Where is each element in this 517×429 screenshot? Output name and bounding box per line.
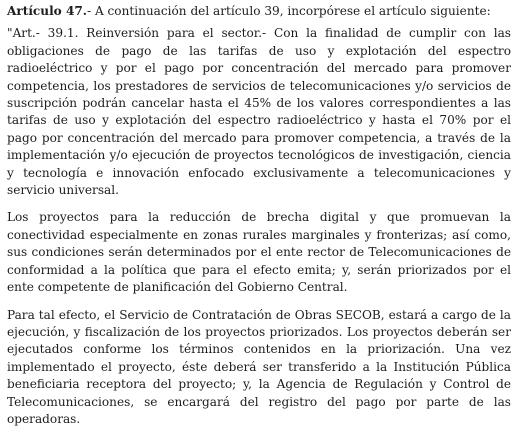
article-heading-text: - A continuación del artículo 39, incorpórese el artículo siguiente: (87, 4, 491, 18)
article-number: Artículo 47. (7, 4, 88, 18)
paragraph-ejecucion: Para tal efecto, el Servicio de Contratación de Obras SECOB, estará a cargo de la ejecución, y fiscalización de los proyectos priorizados. Los proyectos deberán ser ejecutados conforme los términos contenidos en la priorización. Una vez implementado el proyecto, éste deberá ser transferido a la Institución Pública beneficiaria receptora del proyecto; y, la Agencia de Regulación y Control de Telecomunicaciones, se encargará del registro del pago por parte de las operadoras. (7, 307, 511, 426)
article-heading (7, 3, 511, 20)
paragraph-reinversion: "Art.- 39.1. Reinversión para el sector.- Con la finalidad de cumplir con las obligaciones de pago de las tarifas de uso y explotación del espectro radioeléctrico y por el pago por concentración del mercado para promover competencia, los prestadores de servicios de telecomunicaciones y/o servicios de suscripción podrán cancelar hasta el 45% de los valores correspondientes a las tarifas de uso y explotación del espectro radioeléctrico y hasta el 70% por el pago por concentración del mercado para promover competencia, a través de la implementación y/o ejecución de proyectos tecnológicos de investigación, ciencia y tecnología e innovación enfocado exclusivamente a telecomunicaciones y servicio universal. (7, 26, 511, 198)
paragraph-proyectos: Los proyectos para la reducción de brecha digital y que promuevan la conectividad especialmente en zonas rurales marginales y fronterizas; así como, sus condiciones serán determinados por el ente rector de Telecomunicaciones de conformidad a la política que para el efecto emita; y, serán priorizados por el ente competente de planificación del Gobierno Central. (7, 210, 511, 295)
